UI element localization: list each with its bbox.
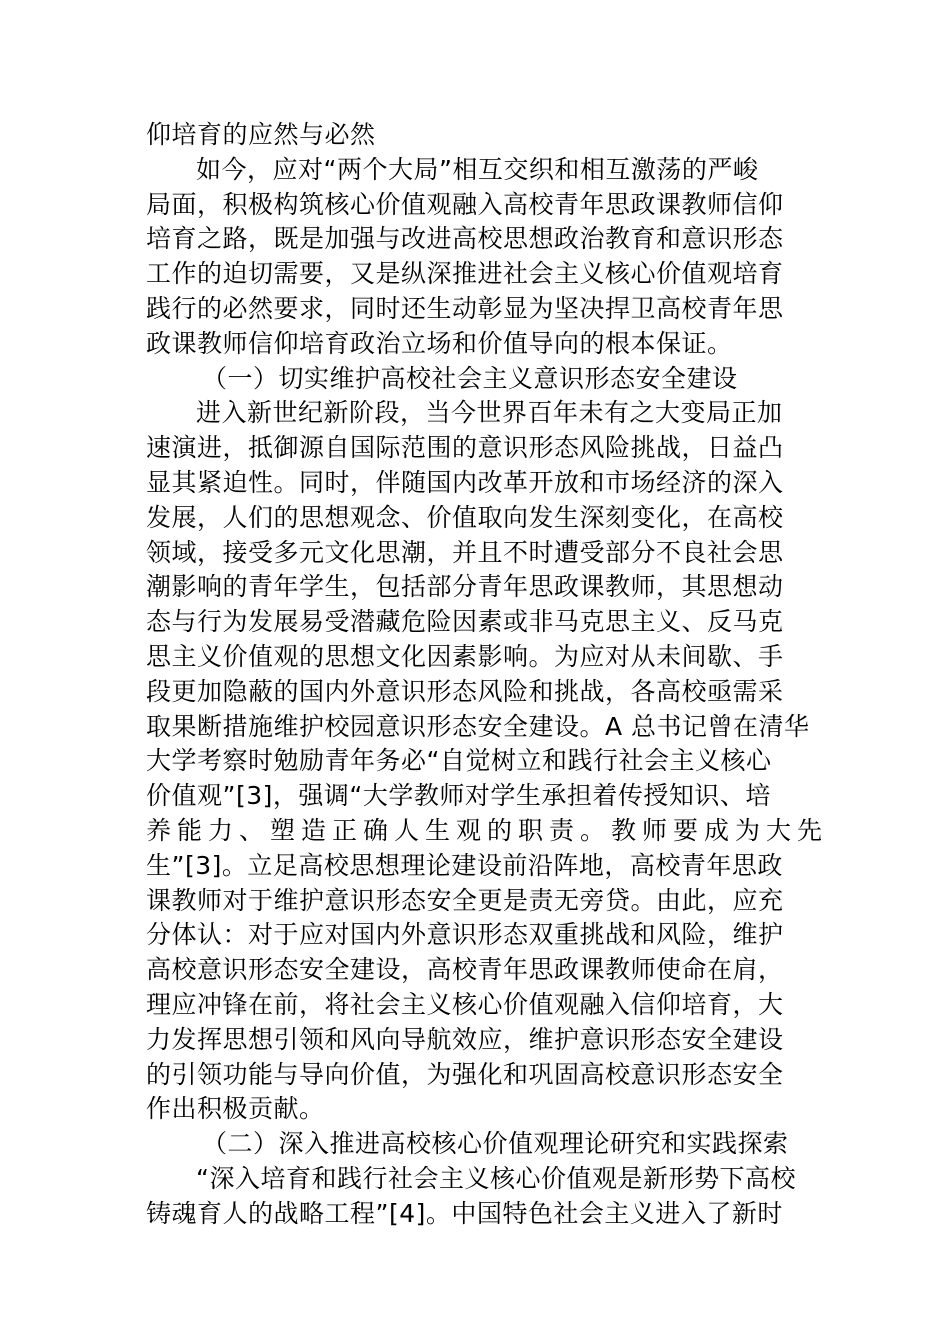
text-line: 思主义价值观的思想文化因素影响。为应对从未间歇、手 bbox=[146, 641, 784, 671]
text-line: 工作的迫切需要，又是纵深推进社会主义核心价值观培育 bbox=[146, 259, 784, 289]
text-line: 铸魂育人的战略工程”[4]。中国特色社会主义进入了新时 bbox=[146, 1198, 783, 1228]
paragraph-first-line: “深入培育和践行社会主义核心价值观是新形势下高校 bbox=[196, 1163, 796, 1193]
text-line: 培育之路，既是加强与改进高校思想政治教育和意识形态 bbox=[146, 224, 784, 254]
paragraph-first-line: 如今，应对“两个大局”相互交织和相互激荡的严峻 bbox=[196, 154, 759, 184]
text-line: 取果断措施维护校园意识形态安全建设。A 总书记曾在清华 bbox=[146, 711, 810, 741]
text-line: 政课教师信仰培育政治立场和价值导向的根本保证。 bbox=[146, 328, 733, 358]
text-line: 段更加隐蔽的国内外意识形态风险和挑战，各高校亟需采 bbox=[146, 676, 784, 706]
body-text bbox=[146, 118, 829, 1232]
section-heading-1: （一）切实维护高校社会主义意识形态安全建设 bbox=[202, 363, 738, 393]
text-line: 速演进，抵御源自国际范围的意识形态风险挑战，日益凸 bbox=[146, 433, 784, 463]
text-line: 价值观”[3]，强调“大学教师对学生承担着传授知识、培 bbox=[146, 781, 771, 811]
text-line: 高校意识形态安全建设，高校青年思政课教师使命在肩， bbox=[146, 955, 784, 985]
text-line: 领域，接受多元文化思潮，并且不时遭受部分不良社会思 bbox=[146, 537, 784, 567]
text-line: 力发挥思想引领和风向导航效应，维护意识形态安全建设 bbox=[146, 1024, 784, 1054]
text-line: 局面，积极构筑核心价值观融入高校青年思政课教师信仰 bbox=[146, 189, 784, 219]
text-line: 分体认：对于应对国内外意识形态双重挑战和风险，维护 bbox=[146, 920, 784, 950]
text-line: 仰培育的应然与必然 bbox=[146, 120, 376, 149]
text-line: 养能力、塑造正确人生观的职责。教师要成为大先 bbox=[146, 815, 829, 845]
section-heading-2: （二）深入推进高校核心价值观理论研究和实践探索 bbox=[202, 1129, 789, 1159]
text-line: 课教师对于维护意识形态安全更是责无旁贷。由此，应充 bbox=[146, 885, 784, 915]
text-line: 生”[3]。立足高校思想理论建设前沿阵地，高校青年思政 bbox=[146, 850, 783, 880]
text-line: 大学考察时勉励青年务必“自觉树立和践行社会主义核心 bbox=[146, 746, 772, 776]
text-line: 作出积极贡献。 bbox=[146, 1094, 325, 1124]
text-line: 潮影响的青年学生，包括部分青年思政课教师，其思想动 bbox=[146, 572, 784, 602]
text-line: 发展，人们的思想观念、价值取向发生深刻变化，在高校 bbox=[146, 502, 784, 532]
paragraph-first-line: 进入新世纪新阶段，当今世界百年未有之大变局正加 bbox=[196, 398, 783, 428]
text-line: 的引领功能与导向价值，为强化和巩固高校意识形态安全 bbox=[146, 1059, 784, 1089]
text-line: 显其紧迫性。同时，伴随国内改革开放和市场经济的深入 bbox=[146, 467, 784, 497]
text-line: 理应冲锋在前，将社会主义核心价值观融入信仰培育，大 bbox=[146, 989, 784, 1019]
text-line: 践行的必然要求，同时还生动彰显为坚决捍卫高校青年思 bbox=[146, 293, 784, 323]
text-line: 态与行为发展易受潜藏危险因素或非马克思主义、反马克 bbox=[146, 607, 784, 637]
